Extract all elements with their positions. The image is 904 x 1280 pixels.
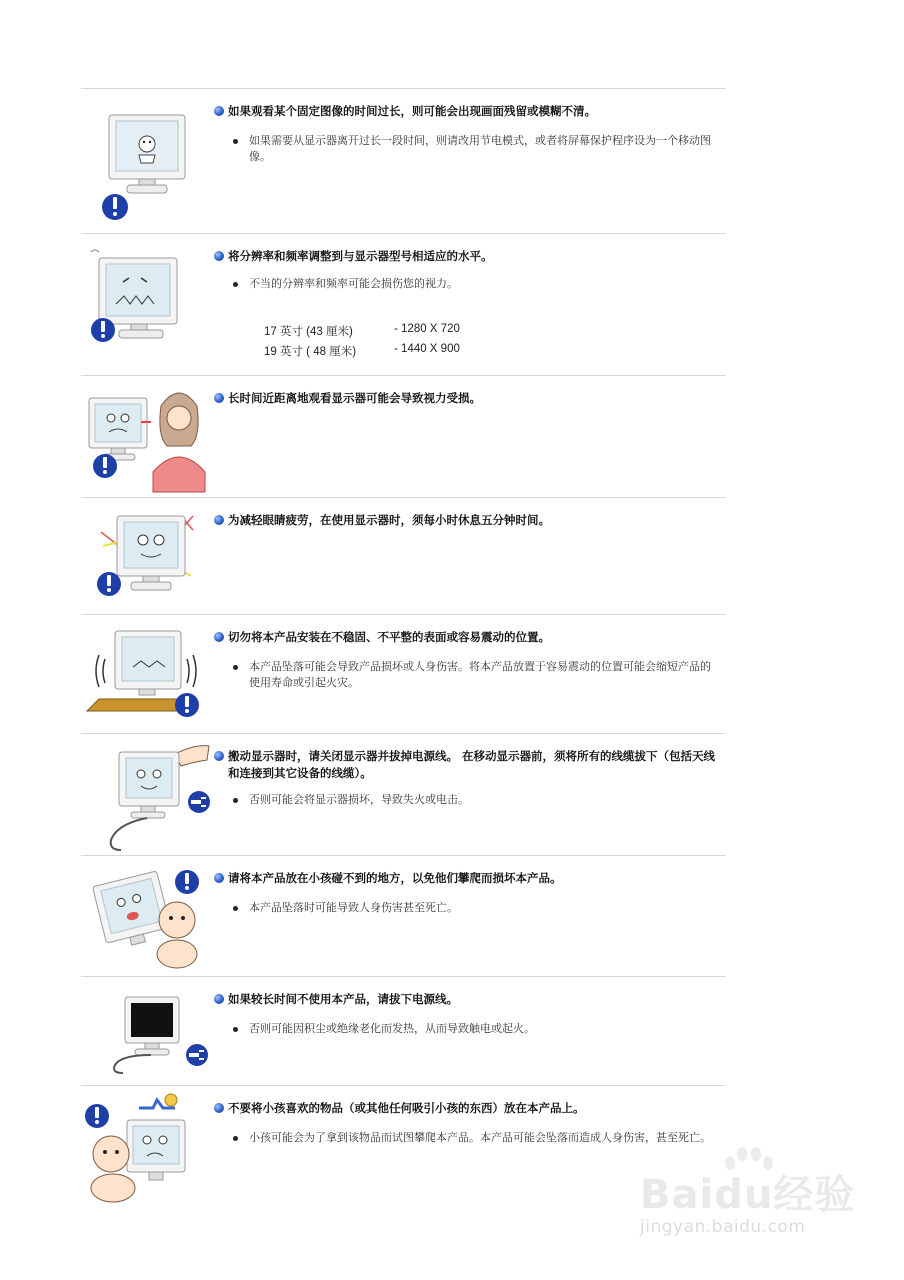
detail-list	[231, 792, 716, 808]
section-heading	[214, 512, 726, 529]
warning-icon	[102, 194, 128, 220]
list-item-text: 小孩可能会为了拿到该物品而试图攀爬本产品。本产品可能会坠落而造成人身伤害，甚至死亡。	[249, 1131, 711, 1144]
spec-resolution: - 1440 X 900	[394, 343, 460, 355]
monitor-still-image-illustration	[81, 89, 211, 233]
safety-section	[81, 89, 726, 233]
safety-section	[81, 734, 726, 855]
detail-list	[231, 133, 716, 165]
warning-icon	[175, 870, 199, 894]
dot-icon	[233, 906, 238, 911]
section-heading	[214, 390, 726, 407]
bullet-icon	[214, 873, 224, 883]
list-item-text: 否则可能会将显示器损坏，导致失火或电击。	[249, 793, 469, 806]
bullet-icon	[214, 251, 224, 261]
list-item	[231, 659, 716, 691]
child-climbing-illustration	[81, 856, 211, 976]
warning-icon	[97, 572, 121, 596]
eye-rest-illustration	[81, 498, 211, 614]
dot-icon	[233, 798, 238, 803]
heading-text: 搬动显示器时，请关闭显示器并拔掉电源线。 在移动显示器前，须将所有的线缆拔下（包括天线和连接到其它设备的线缆）。	[228, 749, 715, 780]
unstable-surface-illustration	[81, 615, 211, 733]
warning-icon	[91, 318, 115, 342]
list-item	[231, 276, 716, 292]
section-heading	[214, 629, 726, 646]
unplug-icon	[188, 791, 210, 813]
safety-section	[81, 376, 726, 497]
heading-text: 为减轻眼睛疲劳，在使用显示器时，须每小时休息五分钟时间。	[228, 513, 550, 527]
dot-icon	[233, 1027, 238, 1032]
list-item-text: 不当的分辨率和频率可能会损伤您的视力。	[249, 277, 458, 290]
heading-text: 请将本产品放在小孩碰不到的地方，以免他们攀爬而损坏本产品。	[228, 871, 562, 885]
list-item	[231, 900, 716, 916]
list-item-text: 本产品坠落时可能导致人身伤害甚至死亡。	[249, 901, 458, 914]
dot-icon	[233, 1136, 238, 1141]
safety-section	[81, 615, 726, 733]
section-heading	[214, 1100, 726, 1117]
safety-section	[81, 977, 726, 1085]
detail-list	[231, 1130, 716, 1146]
list-item	[231, 1021, 716, 1037]
heading-text: 如果观看某个固定图像的时间过长，则可能会出现画面残留或模糊不清。	[228, 104, 596, 118]
section-heading	[214, 870, 726, 887]
moving-monitor-illustration	[81, 734, 211, 855]
list-item	[231, 133, 716, 165]
safety-section	[81, 498, 726, 614]
safety-section	[81, 1086, 726, 1206]
dot-icon	[233, 139, 238, 144]
list-item-text: 本产品坠落可能会导致产品损坏或人身伤害。将本产品放置于容易震动的位置可能会缩短产品的使用寿命或引起火灾。	[249, 660, 711, 689]
heading-text: 如果较长时间不使用本产品，请拔下电源线。	[228, 992, 458, 1006]
warning-icon	[93, 454, 117, 478]
section-heading	[214, 991, 726, 1008]
dot-icon	[233, 665, 238, 670]
spec-size: 19 英寸 ( 48 厘米)	[264, 346, 357, 358]
monitor-resolution-illustration	[81, 234, 211, 375]
bullet-icon	[214, 994, 224, 1004]
toys-on-monitor-illustration	[81, 1086, 211, 1206]
close-viewing-illustration	[81, 376, 211, 497]
list-item-text: 如果需要从显示器离开过长一段时间，则请改用节电模式，或者将屏幕保护程序设为一个移动图像。	[249, 134, 711, 163]
bullet-icon	[214, 751, 224, 761]
bullet-icon	[214, 632, 224, 642]
bullet-icon	[214, 393, 224, 403]
detail-list	[231, 1021, 716, 1037]
watermark-logo: Baidu经验	[640, 1172, 856, 1218]
list-item-text: 否则可能因积尘或绝缘老化而发热，从而导致触电或起火。	[249, 1022, 535, 1035]
list-item	[231, 792, 716, 808]
section-heading	[214, 103, 726, 120]
heading-text: 不要将小孩喜欢的物品（或其他任何吸引小孩的东西）放在本产品上。	[228, 1101, 585, 1115]
warning-icon	[85, 1104, 109, 1128]
unplug-icon	[186, 1044, 208, 1066]
bullet-icon	[214, 1103, 224, 1113]
spec-size: 17 英寸 (43 厘米)	[264, 326, 353, 338]
bullet-icon	[214, 515, 224, 525]
detail-list	[231, 900, 716, 916]
heading-text: 长时间近距离地观看显示器可能会导致视力受损。	[228, 391, 481, 405]
warning-icon	[175, 693, 199, 717]
heading-text: 将分辨率和频率调整到与显示器型号相适应的水平。	[228, 249, 493, 263]
heading-text: 切勿将本产品安装在不稳固、不平整的表面或容易震动的位置。	[228, 630, 550, 644]
baidu-watermark	[640, 1145, 860, 1265]
section-heading	[214, 248, 726, 265]
safety-section	[81, 856, 726, 976]
spec-resolution: - 1280 X 720	[394, 323, 460, 335]
unplug-long-absence-illustration	[81, 977, 211, 1085]
watermark-url: jingyan.baidu.com	[640, 1217, 806, 1237]
dot-icon	[233, 282, 238, 287]
detail-list	[231, 276, 716, 292]
section-heading	[214, 748, 726, 782]
safety-section	[81, 234, 726, 375]
list-item	[231, 1130, 716, 1146]
detail-list	[231, 659, 716, 691]
bullet-icon	[214, 106, 224, 116]
